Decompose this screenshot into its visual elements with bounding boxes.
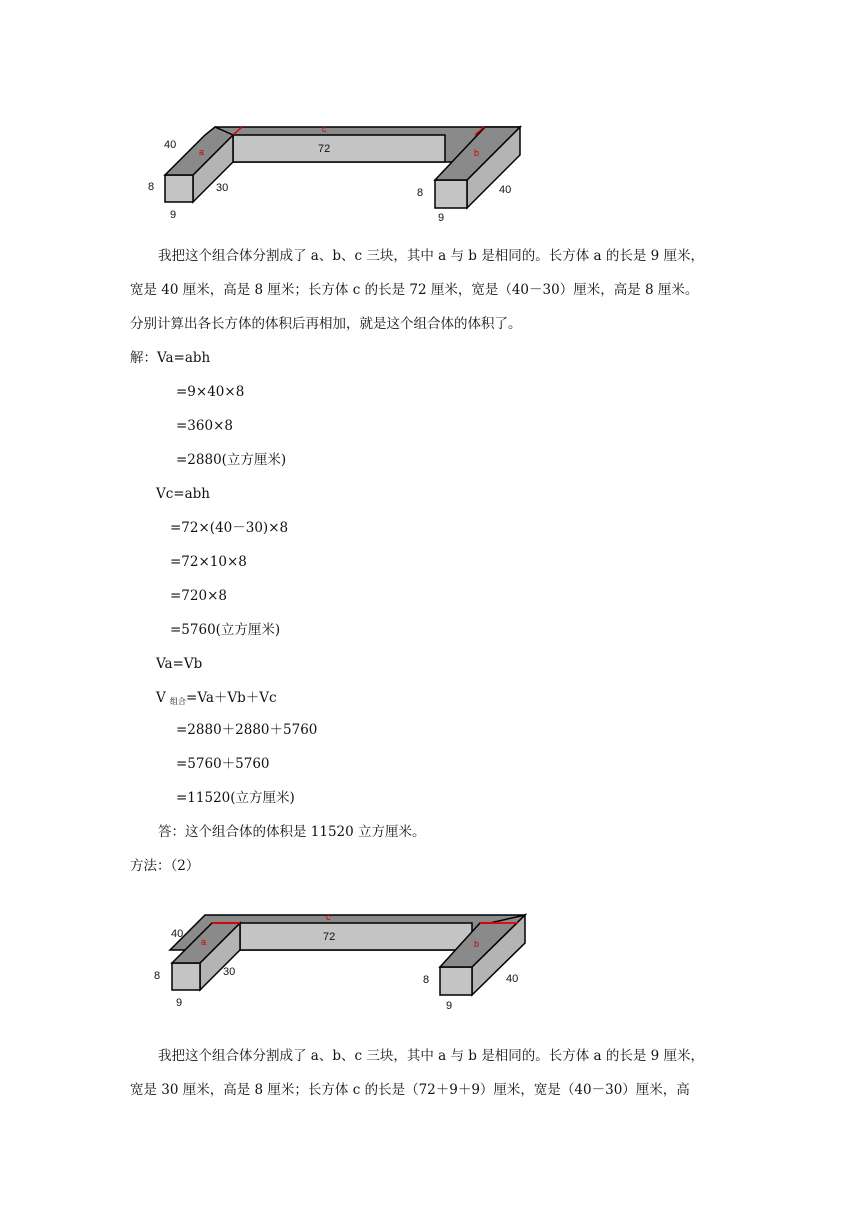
method2-para-line-1: 我把这个组合体分割成了 a、b、c 三块，其中 a 与 b 是相同的。长方体 a 的长是 9 厘米，	[158, 1048, 704, 1064]
figure-2-drawing	[150, 906, 540, 1016]
label-a-height: 8	[148, 181, 155, 193]
label-c-length: 72	[323, 931, 336, 943]
vc-step-1: =72×(40－30)×8	[170, 520, 289, 536]
va-equals-vb: Va=Vb	[156, 656, 203, 672]
vc-step-3: =720×8	[170, 588, 227, 604]
va-formula: Va=abh	[157, 350, 211, 366]
label-a-inner: 30	[216, 182, 229, 194]
vc-formula: Vc=abh	[156, 486, 211, 502]
figure-1-u-shape-solid	[150, 118, 540, 228]
figure-1-drawing	[150, 118, 540, 228]
label-c-length: 72	[318, 143, 331, 155]
vtotal-step-1: =2880＋2880＋5760	[176, 722, 318, 738]
method1-para-line-1: 我把这个组合体分割成了 a、b、c 三块，其中 a 与 b 是相同的。长方体 a 的长是 9 厘米，	[158, 248, 704, 264]
label-b-height: 8	[417, 187, 424, 199]
block-a-front-face	[172, 963, 200, 990]
label-b-tag: b	[474, 939, 480, 949]
answer-line: 答：这个组合体的体积是 11520 立方厘米。	[158, 824, 426, 840]
label-a-width: 9	[176, 997, 183, 1009]
solution-label: 解：	[130, 350, 157, 366]
label-c-tag: c	[326, 912, 331, 922]
method1-para-line-2: 宽是 40 厘米，高是 8 厘米；长方体 c 的长是 72 厘米，宽是（40－30）厘米，高是 8 厘米。	[130, 282, 699, 298]
label-b-width: 9	[438, 212, 445, 224]
label-b-tag: b	[474, 148, 480, 158]
vtotal-expr: =Va＋Vb＋Vc	[186, 690, 277, 706]
figure-2-u-shape-solid	[150, 906, 540, 1016]
label-b-depth: 40	[506, 973, 519, 985]
method2-heading: 方法：（2）	[130, 858, 200, 874]
label-a-height: 8	[154, 970, 161, 982]
label-a-tag: a	[201, 937, 207, 947]
label-a-inner: 30	[223, 966, 236, 978]
vtotal-step-3: =11520(立方厘米)	[176, 790, 295, 806]
block-c-front-face	[233, 135, 445, 162]
vtotal-v: V	[156, 690, 166, 706]
label-a-width: 9	[170, 209, 177, 221]
va-step-2: =360×8	[176, 418, 233, 434]
solution-label-va	[130, 348, 210, 368]
label-b-width: 9	[446, 1000, 453, 1012]
vtotal-formula	[156, 688, 277, 712]
va-step-3: =2880(立方厘米)	[176, 452, 287, 468]
label-a-depth: 40	[171, 928, 184, 940]
va-step-1: =9×40×8	[176, 384, 245, 400]
method2-para-line-2: 宽是 30 厘米，高是 8 厘米；长方体 c 的长是（72＋9＋9）厘米，宽是（40－30）厘米，高	[130, 1082, 690, 1098]
vc-step-2: =72×10×8	[170, 554, 247, 570]
block-b-front-face	[440, 967, 472, 995]
block-a-front-face	[165, 175, 193, 202]
vc-step-4: =5760(立方厘米)	[170, 622, 281, 638]
method1-para-line-3: 分别计算出各长方体的体积后再相加，就是这个组合体的体积了。	[130, 316, 522, 332]
vtotal-subscript: 组合	[170, 697, 187, 706]
vtotal-step-2: =5760＋5760	[176, 756, 270, 772]
label-b-height: 8	[423, 974, 430, 986]
block-c-front-face	[240, 923, 472, 950]
block-b-front-face	[435, 180, 467, 208]
label-c-tag: c	[322, 124, 327, 134]
label-a-depth: 40	[164, 139, 177, 151]
label-a-tag: a	[199, 147, 205, 157]
label-b-depth: 40	[499, 184, 512, 196]
